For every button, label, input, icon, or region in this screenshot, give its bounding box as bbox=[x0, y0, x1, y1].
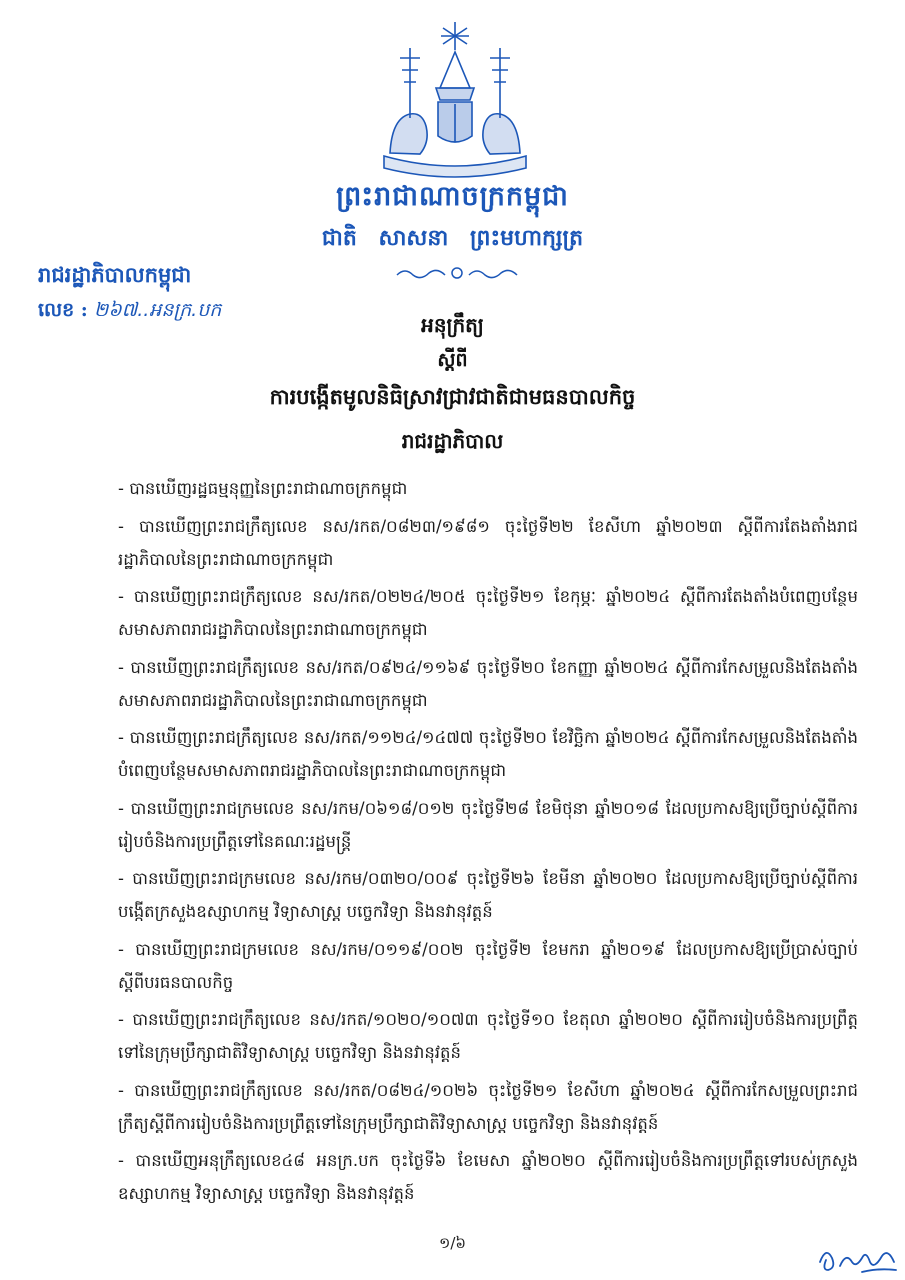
list-item: - បានឃើញព្រះរាជក្រឹត្យលេខ នស/រកត/០២២៤/២០៥ ចុះថ្ងៃទី២១ ខែកុម្ភៈ ឆ្នាំ២០២៤ ស្តីពីការតែងតាំងបំពេញបន្ថែមសមាសភាពរាជរដ្ឋាភិបាលនៃព្រះរាជាណាចក្រកម្ពុជា bbox=[118, 587, 858, 639]
kingdom-heading: ព្រះរាជាណាចក្រកម្ពុជា bbox=[336, 181, 569, 212]
visa-list bbox=[118, 472, 858, 1215]
list-item: - បានឃើញព្រះរាជក្រមលេខ នស/រកម/០៣២០/០០៩ ចុះថ្ងៃទី២៦ ខែមីនា ឆ្នាំ២០២០ ដែលប្រកាសឱ្យប្រើច្បាប់ស្តីពីការបង្កើតក្រសួងឧស្សាហកម្ម វិទ្យាសាស្ត្រ បច្ចេកវិទ្យា និងនវានុវត្តន៍ bbox=[118, 869, 858, 921]
list-item: - បានឃើញព្រះរាជក្រឹត្យលេខ នស/រកត/១០២០/១០៧៣ ចុះថ្ងៃទី១០ ខែតុលា ឆ្នាំ២០២០ ស្តីពីការរៀបចំនិងការប្រព្រឹត្តទៅនៃក្រុមប្រឹក្សាជាតិវិទ្យាសាស្ត្រ បច្ចេកវិទ្យា និងនវានុវត្តន៍ bbox=[118, 1010, 858, 1062]
list-item: - បានឃើញព្រះរាជក្រមលេខ នស/រកម/០១១៩/០០២ ចុះថ្ងៃទី២ ខែមករា ឆ្នាំ២០១៩ ដែលប្រកាសឱ្យប្រើប្រាស់ច្បាប់ស្តីពីបរធនបាលកិច្ច bbox=[118, 939, 858, 992]
handwritten-initials bbox=[812, 1232, 902, 1277]
issuing-authority: រាជរដ្ឋាភិបាល bbox=[401, 429, 504, 453]
list-item: - បានឃើញព្រះរាជក្រឹត្យលេខ នស/រកត/១១២៤/១៤៧៧ ចុះថ្ងៃទី២០ ខែវិច្ឆិកា ឆ្នាំ២០២៤ ស្តីពីការកែសម្រួលនិងតែងតាំងបំពេញបន្ថែមសមាសភាពរាជរដ្ឋាភិបាលនៃព្រះរាជាណាចក្រកម្ពុជា bbox=[118, 728, 858, 780]
page-number: ១/៦ bbox=[438, 1234, 467, 1252]
list-item: - បានឃើញអនុក្រឹត្យលេខ៤៨ អនក្រ.បក ចុះថ្ងៃទី៦ ខែមេសា ឆ្នាំ២០២០ ស្តីពីការរៀបចំនិងការប្រព្រឹត្តទៅរបស់ក្រសួងឧស្សាហកម្ម វិទ្យាសាស្ត្រ បច្ចេកវិទ្យា និងនវានុវត្តន៍ bbox=[118, 1151, 858, 1203]
about-label: ស្តីពី bbox=[437, 349, 468, 371]
national-motto: ជាតិ សាសនា ព្រះមហាក្សត្រ bbox=[321, 225, 584, 251]
royal-coat-of-arms-icon bbox=[370, 18, 540, 178]
document-subject: ការបង្កើតមូលនិធិស្រាវជ្រាវជាតិជាមធនបាលកិច្ច bbox=[269, 384, 636, 409]
document-number-label: លេខ : bbox=[38, 299, 88, 321]
list-item: - បានឃើញព្រះរាជក្រមលេខ នស/រកម/០៦១៨/០១២ ចុះថ្ងៃទី២៨ ខែមិថុនា ឆ្នាំ២០១៨ ដែលប្រកាសឱ្យប្រើច្បាប់ស្តីពីការរៀបចំនិងការប្រព្រឹត្តទៅនៃគណៈរដ្ឋមន្ត្រី bbox=[118, 798, 858, 851]
list-item: - បានឃើញរដ្ឋធម្មនុញ្ញនៃព្រះរាជាណាចក្រកម្ពុជា bbox=[118, 479, 408, 498]
issuer-name: រាជរដ្ឋាភិបាលកម្ពុជា bbox=[38, 262, 192, 287]
list-item: - បានឃើញព្រះរាជក្រឹត្យលេខ នស/រកត/០៨២៤/១០២៦ ចុះថ្ងៃទី២១ ខែសីហា ឆ្នាំ២០២៤ ស្តីពីការកែសម្រួលព្រះរាជក្រឹត្យស្តីពីការរៀបចំនិងការប្រព្រឹត្តទៅនៃក្រុមប្រឹក្សាជាតិវិទ្យាសាស្ត្រ បច្ចេកវិទ្យា និងនវានុវត្តន៍ bbox=[118, 1080, 858, 1133]
list-item: - បានឃើញព្រះរាជក្រឹត្យលេខ នស/រកត/០៨២៣/១៩៨១ ចុះថ្ងៃទី២២ ខែសីហា ឆ្នាំ២០២៣ ស្តីពីការតែងតាំងរាជរដ្ឋាភិបាលនៃព្រះរាជាណាចក្រកម្ពុជា bbox=[118, 516, 858, 569]
list-item: - បានឃើញព្រះរាជក្រឹត្យលេខ នស/រកត/០៩២៤/១១៦៩ ចុះថ្ងៃទី២០ ខែកញ្ញា ឆ្នាំ២០២៤ ស្តីពីការកែសម្រួលនិងតែងតាំងសមាសភាពរាជរដ្ឋាភិបាលនៃព្រះរាជាណាចក្រកម្ពុជា bbox=[118, 657, 858, 710]
decorative-divider-icon bbox=[395, 265, 520, 281]
document-type-title: អនុក្រឹត្យ bbox=[421, 313, 484, 337]
document-number-value: ២៦៧..អនក្រ.បក bbox=[93, 299, 222, 321]
